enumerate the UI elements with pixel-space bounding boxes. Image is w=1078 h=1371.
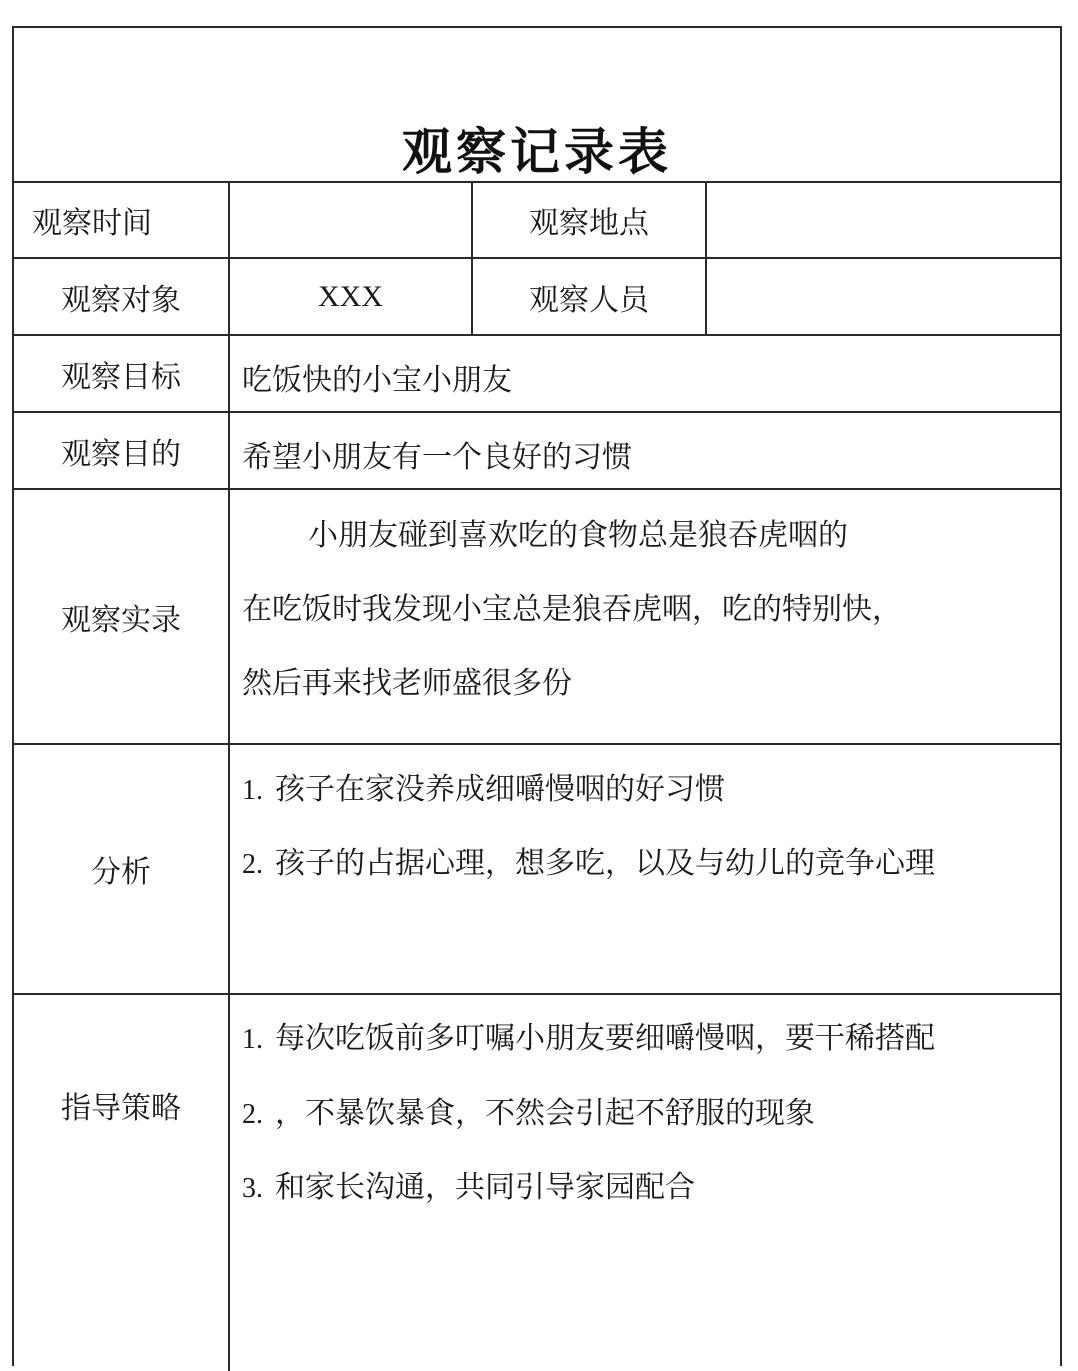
- item-number: 1.: [242, 775, 263, 806]
- item-text: 孩子的占据心理，想多吃，以及与幼儿的竞争心理: [275, 846, 935, 881]
- purpose-label: 观察目的: [61, 436, 181, 472]
- item-text: 每次吃饭前多叮嘱小朋友要细嚼慢咽，要干稀搭配: [275, 1021, 935, 1056]
- item-number: 3.: [242, 1173, 263, 1204]
- strategy-label: 指导策略: [61, 1091, 181, 1126]
- record-line: 然后再来找老师盛很多份: [242, 666, 572, 701]
- target-label: 观察目标: [61, 359, 181, 395]
- strategy-item: [242, 1162, 695, 1206]
- observation-record-sheet: [12, 26, 1062, 1366]
- analysis-item: [242, 838, 935, 882]
- item-text: 和家长沟通，共同引导家园配合: [275, 1170, 695, 1205]
- strategy-item: [242, 1088, 815, 1132]
- record-label: 观察实录: [61, 602, 181, 638]
- column-divider: [705, 181, 707, 336]
- purpose-value: 希望小朋友有一个良好的习惯: [242, 440, 632, 475]
- observer-label: 观察人员: [529, 282, 649, 318]
- place-label: 观察地点: [529, 206, 649, 241]
- item-text: ，不暴饮暴食，不然会引起不舒服的现象: [275, 1096, 815, 1131]
- strategy-item: [242, 1013, 935, 1057]
- item-text: 孩子在家没养成细嚼慢咽的好习惯: [275, 772, 725, 807]
- record-line: 在吃饭时我发现小宝总是狼吞虎咽，吃的特别快，: [242, 592, 902, 627]
- analysis-label: 分析: [91, 855, 151, 890]
- record-line: 小朋友碰到喜欢吃的食物总是狼吞虎咽的: [308, 518, 848, 553]
- subject-label: 观察对象: [61, 282, 181, 318]
- item-number: 2.: [242, 1099, 263, 1130]
- item-number: 2.: [242, 849, 263, 880]
- analysis-item: [242, 764, 725, 808]
- time-label: 观察时间: [32, 206, 152, 241]
- target-value: 吃饭快的小宝小朋友: [242, 363, 512, 398]
- column-divider: [228, 181, 230, 1371]
- subject-value: XXX: [318, 279, 383, 313]
- item-number: 1.: [242, 1024, 263, 1055]
- page-title: 观察记录表: [402, 123, 672, 181]
